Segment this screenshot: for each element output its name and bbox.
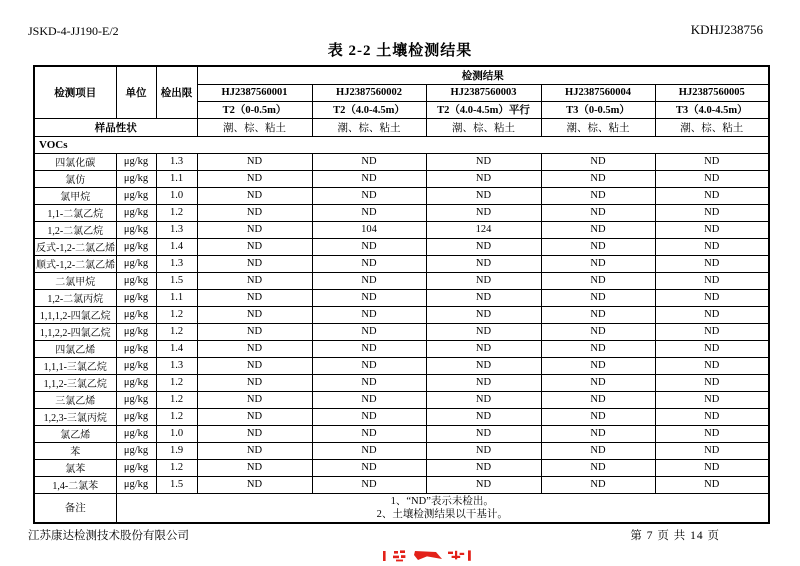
result-value: ND — [197, 374, 312, 391]
table-row — [34, 357, 769, 374]
result-value: ND — [197, 306, 312, 323]
analyte-name: 氯苯 — [34, 459, 116, 476]
result-value: ND — [655, 272, 769, 289]
analyte-unit: μg/kg — [116, 459, 156, 476]
table-row — [34, 442, 769, 459]
table-row — [34, 272, 769, 289]
analyte-unit: μg/kg — [116, 323, 156, 340]
analyte-detection-limit: 1.3 — [156, 255, 197, 272]
result-value: ND — [541, 153, 655, 170]
analyte-unit: μg/kg — [116, 391, 156, 408]
analyte-unit: μg/kg — [116, 408, 156, 425]
result-value: ND — [197, 170, 312, 187]
result-value: ND — [426, 272, 541, 289]
doc-code-right: KDHJ238756 — [690, 22, 763, 37]
result-value: ND — [655, 323, 769, 340]
result-value: ND — [541, 425, 655, 442]
analyte-name: 三氯乙烯 — [34, 391, 116, 408]
remark-row — [34, 493, 769, 523]
sample-appearance: 潮、棕、粘土 — [655, 118, 769, 136]
result-value: ND — [655, 306, 769, 323]
result-value: ND — [655, 204, 769, 221]
sample-point: T2（0-0.5m） — [197, 101, 312, 118]
table-row — [34, 221, 769, 238]
analyte-detection-limit: 1.1 — [156, 289, 197, 306]
result-value: ND — [426, 204, 541, 221]
result-value: ND — [197, 323, 312, 340]
result-value: ND — [541, 272, 655, 289]
footer-company-name: 江苏康达检测技术股份有限公司 — [28, 530, 189, 542]
analyte-detection-limit: 1.2 — [156, 323, 197, 340]
result-value: ND — [197, 408, 312, 425]
analyte-unit: μg/kg — [116, 255, 156, 272]
result-value: ND — [312, 170, 426, 187]
analyte-detection-limit: 1.2 — [156, 459, 197, 476]
analyte-unit: μg/kg — [116, 374, 156, 391]
result-value: ND — [541, 221, 655, 238]
result-value: ND — [197, 340, 312, 357]
result-value: ND — [312, 153, 426, 170]
result-value: 124 — [426, 221, 541, 238]
result-value: ND — [426, 289, 541, 306]
analyte-unit: μg/kg — [116, 357, 156, 374]
analyte-unit: μg/kg — [116, 170, 156, 187]
sample-id: HJ2387560001 — [197, 84, 312, 101]
result-value: ND — [541, 357, 655, 374]
analyte-unit: μg/kg — [116, 272, 156, 289]
result-value: ND — [197, 221, 312, 238]
result-value: ND — [312, 459, 426, 476]
analyte-name: 四氯化碳 — [34, 153, 116, 170]
result-value: ND — [426, 323, 541, 340]
result-value: ND — [655, 425, 769, 442]
result-value: ND — [426, 391, 541, 408]
analyte-name: 1,2-二氯乙烷 — [34, 221, 116, 238]
analyte-detection-limit: 1.3 — [156, 221, 197, 238]
table-row — [34, 204, 769, 221]
result-value: ND — [426, 170, 541, 187]
table-row — [34, 255, 769, 272]
result-value: ND — [541, 442, 655, 459]
analyte-name: 氯仿 — [34, 170, 116, 187]
result-value: ND — [312, 425, 426, 442]
analyte-unit: μg/kg — [116, 306, 156, 323]
analyte-unit: μg/kg — [116, 153, 156, 170]
result-value: ND — [197, 187, 312, 204]
doc-code-left: JSKD-4-JJ190-E/2 — [28, 24, 119, 38]
analyte-unit: μg/kg — [116, 221, 156, 238]
sample-point: T2（4.0-4.5m） — [312, 101, 426, 118]
analyte-name: 氯乙烯 — [34, 425, 116, 442]
result-value: ND — [655, 391, 769, 408]
table-row — [34, 459, 769, 476]
col-header-unit: 单位 — [116, 66, 156, 118]
section-row-vocs — [34, 136, 769, 153]
analyte-detection-limit: 1.0 — [156, 187, 197, 204]
result-value: ND — [312, 289, 426, 306]
result-value: ND — [426, 476, 541, 493]
result-value: ND — [312, 476, 426, 493]
sample-appearance: 潮、棕、粘土 — [197, 118, 312, 136]
analyte-name: 反式-1,2-二氯乙烯 — [34, 238, 116, 255]
result-value: ND — [426, 238, 541, 255]
analyte-detection-limit: 1.5 — [156, 272, 197, 289]
result-value: ND — [197, 204, 312, 221]
result-value: ND — [312, 272, 426, 289]
result-value: ND — [197, 255, 312, 272]
table-row — [34, 170, 769, 187]
result-value: ND — [426, 408, 541, 425]
sample-point: T3（0-0.5m） — [541, 101, 655, 118]
result-value: ND — [197, 289, 312, 306]
result-value: ND — [541, 289, 655, 306]
result-value: ND — [655, 170, 769, 187]
result-value: ND — [655, 357, 769, 374]
appearance-label: 样品性状 — [34, 118, 197, 136]
table-row — [34, 323, 769, 340]
footer-page-number: 第 7 页 共 14 页 — [630, 530, 720, 542]
analyte-detection-limit: 1.2 — [156, 408, 197, 425]
remark-content — [116, 493, 769, 523]
sample-point: T3（4.0-4.5m） — [655, 101, 769, 118]
analyte-detection-limit: 1.2 — [156, 391, 197, 408]
soil-results-table — [33, 65, 770, 524]
analyte-name: 顺式-1,2-二氯乙烯 — [34, 255, 116, 272]
result-value: ND — [541, 255, 655, 272]
analyte-name: 苯 — [34, 442, 116, 459]
result-value: ND — [426, 306, 541, 323]
result-value: 104 — [312, 221, 426, 238]
analyte-detection-limit: 1.2 — [156, 306, 197, 323]
analyte-name: 二氯甲烷 — [34, 272, 116, 289]
analyte-name: 1,2,3-三氯丙烷 — [34, 408, 116, 425]
result-value: ND — [197, 425, 312, 442]
table-row — [34, 187, 769, 204]
sample-appearance: 潮、棕、粘土 — [541, 118, 655, 136]
analyte-detection-limit: 1.0 — [156, 425, 197, 442]
result-value: ND — [312, 408, 426, 425]
result-value: ND — [426, 442, 541, 459]
result-value: ND — [541, 340, 655, 357]
sample-id: HJ2387560004 — [541, 84, 655, 101]
analyte-unit: μg/kg — [116, 238, 156, 255]
result-value: ND — [426, 357, 541, 374]
analyte-unit: μg/kg — [116, 289, 156, 306]
analyte-name: 1,1,1-三氯乙烷 — [34, 357, 116, 374]
page-title: 表 2-2 土壤检测结果 — [327, 43, 473, 59]
result-value: ND — [426, 340, 541, 357]
col-header-results: 检测结果 — [197, 66, 769, 84]
result-value: ND — [197, 153, 312, 170]
result-value: ND — [541, 187, 655, 204]
result-value: ND — [541, 170, 655, 187]
result-value: ND — [312, 187, 426, 204]
result-value: ND — [312, 357, 426, 374]
header-row-results — [34, 66, 769, 84]
sample-point: T2（4.0-4.5m）平行 — [426, 101, 541, 118]
analyte-unit: μg/kg — [116, 442, 156, 459]
result-value: ND — [426, 459, 541, 476]
analyte-detection-limit: 1.4 — [156, 340, 197, 357]
header-row-appearance — [34, 118, 769, 136]
result-value: ND — [541, 238, 655, 255]
result-value: ND — [312, 323, 426, 340]
result-value: ND — [426, 374, 541, 391]
analyte-unit: μg/kg — [116, 476, 156, 493]
analyte-unit: μg/kg — [116, 204, 156, 221]
table-row — [34, 391, 769, 408]
result-value: ND — [312, 391, 426, 408]
analyte-unit: μg/kg — [116, 425, 156, 442]
sample-id: HJ2387560005 — [655, 84, 769, 101]
table-row — [34, 374, 769, 391]
analyte-name: 四氯乙烯 — [34, 340, 116, 357]
result-value: ND — [655, 255, 769, 272]
red-seal-stamp — [378, 547, 480, 566]
analyte-detection-limit: 1.3 — [156, 153, 197, 170]
analyte-name: 1,2-二氯丙烷 — [34, 289, 116, 306]
result-value: ND — [541, 204, 655, 221]
result-value: ND — [312, 204, 426, 221]
analyte-detection-limit: 1.2 — [156, 374, 197, 391]
result-value: ND — [655, 476, 769, 493]
result-value: ND — [312, 238, 426, 255]
result-value: ND — [197, 238, 312, 255]
result-value: ND — [541, 306, 655, 323]
result-value: ND — [541, 408, 655, 425]
result-value: ND — [312, 306, 426, 323]
result-value: ND — [655, 374, 769, 391]
analyte-name: 1,4-二氯苯 — [34, 476, 116, 493]
table-row — [34, 476, 769, 493]
analyte-name: 氯甲烷 — [34, 187, 116, 204]
analyte-detection-limit: 1.1 — [156, 170, 197, 187]
result-value: ND — [541, 323, 655, 340]
result-value: ND — [426, 425, 541, 442]
col-header-limit: 检出限 — [156, 66, 197, 118]
remark-label: 备注 — [34, 493, 116, 523]
analyte-unit: μg/kg — [116, 340, 156, 357]
result-value: ND — [655, 408, 769, 425]
result-value: ND — [426, 187, 541, 204]
result-value: ND — [655, 221, 769, 238]
table-row — [34, 425, 769, 442]
result-value: ND — [655, 187, 769, 204]
analyte-name: 1,1,2-三氯乙烷 — [34, 374, 116, 391]
sample-id: HJ2387560002 — [312, 84, 426, 101]
analyte-detection-limit: 1.5 — [156, 476, 197, 493]
analyte-name: 1,1,1,2-四氯乙烷 — [34, 306, 116, 323]
result-value: ND — [312, 442, 426, 459]
result-value: ND — [426, 255, 541, 272]
sample-appearance: 潮、棕、粘土 — [426, 118, 541, 136]
analyte-detection-limit: 1.9 — [156, 442, 197, 459]
remark-line-2: 2、土壤检测结果以干基计。 — [376, 508, 508, 520]
result-value: ND — [197, 357, 312, 374]
table-row — [34, 408, 769, 425]
sample-appearance: 潮、棕、粘土 — [312, 118, 426, 136]
remark-line-1: 1、“ND”表示未检出。 — [390, 495, 494, 507]
section-label: VOCs — [34, 136, 769, 153]
result-value: ND — [197, 459, 312, 476]
analyte-unit: μg/kg — [116, 187, 156, 204]
analyte-name: 1,1,2,2-四氯乙烷 — [34, 323, 116, 340]
result-value: ND — [312, 374, 426, 391]
result-value: ND — [655, 153, 769, 170]
analyte-detection-limit: 1.3 — [156, 357, 197, 374]
result-value: ND — [541, 459, 655, 476]
result-value: ND — [655, 442, 769, 459]
result-value: ND — [541, 374, 655, 391]
table-row — [34, 306, 769, 323]
result-value: ND — [312, 255, 426, 272]
analyte-detection-limit: 1.4 — [156, 238, 197, 255]
result-value: ND — [426, 153, 541, 170]
result-value: ND — [655, 238, 769, 255]
analyte-name: 1,1-二氯乙烷 — [34, 204, 116, 221]
table-row — [34, 289, 769, 306]
table-row — [34, 153, 769, 170]
result-value: ND — [197, 476, 312, 493]
result-value: ND — [541, 476, 655, 493]
table-row — [34, 340, 769, 357]
result-value: ND — [197, 272, 312, 289]
result-value: ND — [655, 340, 769, 357]
result-value: ND — [197, 391, 312, 408]
result-value: ND — [197, 442, 312, 459]
result-value: ND — [655, 459, 769, 476]
result-value: ND — [312, 340, 426, 357]
sample-id: HJ2387560003 — [426, 84, 541, 101]
result-value: ND — [541, 391, 655, 408]
col-header-item: 检测项目 — [34, 66, 116, 118]
result-value: ND — [655, 289, 769, 306]
table-row — [34, 238, 769, 255]
analyte-detection-limit: 1.2 — [156, 204, 197, 221]
